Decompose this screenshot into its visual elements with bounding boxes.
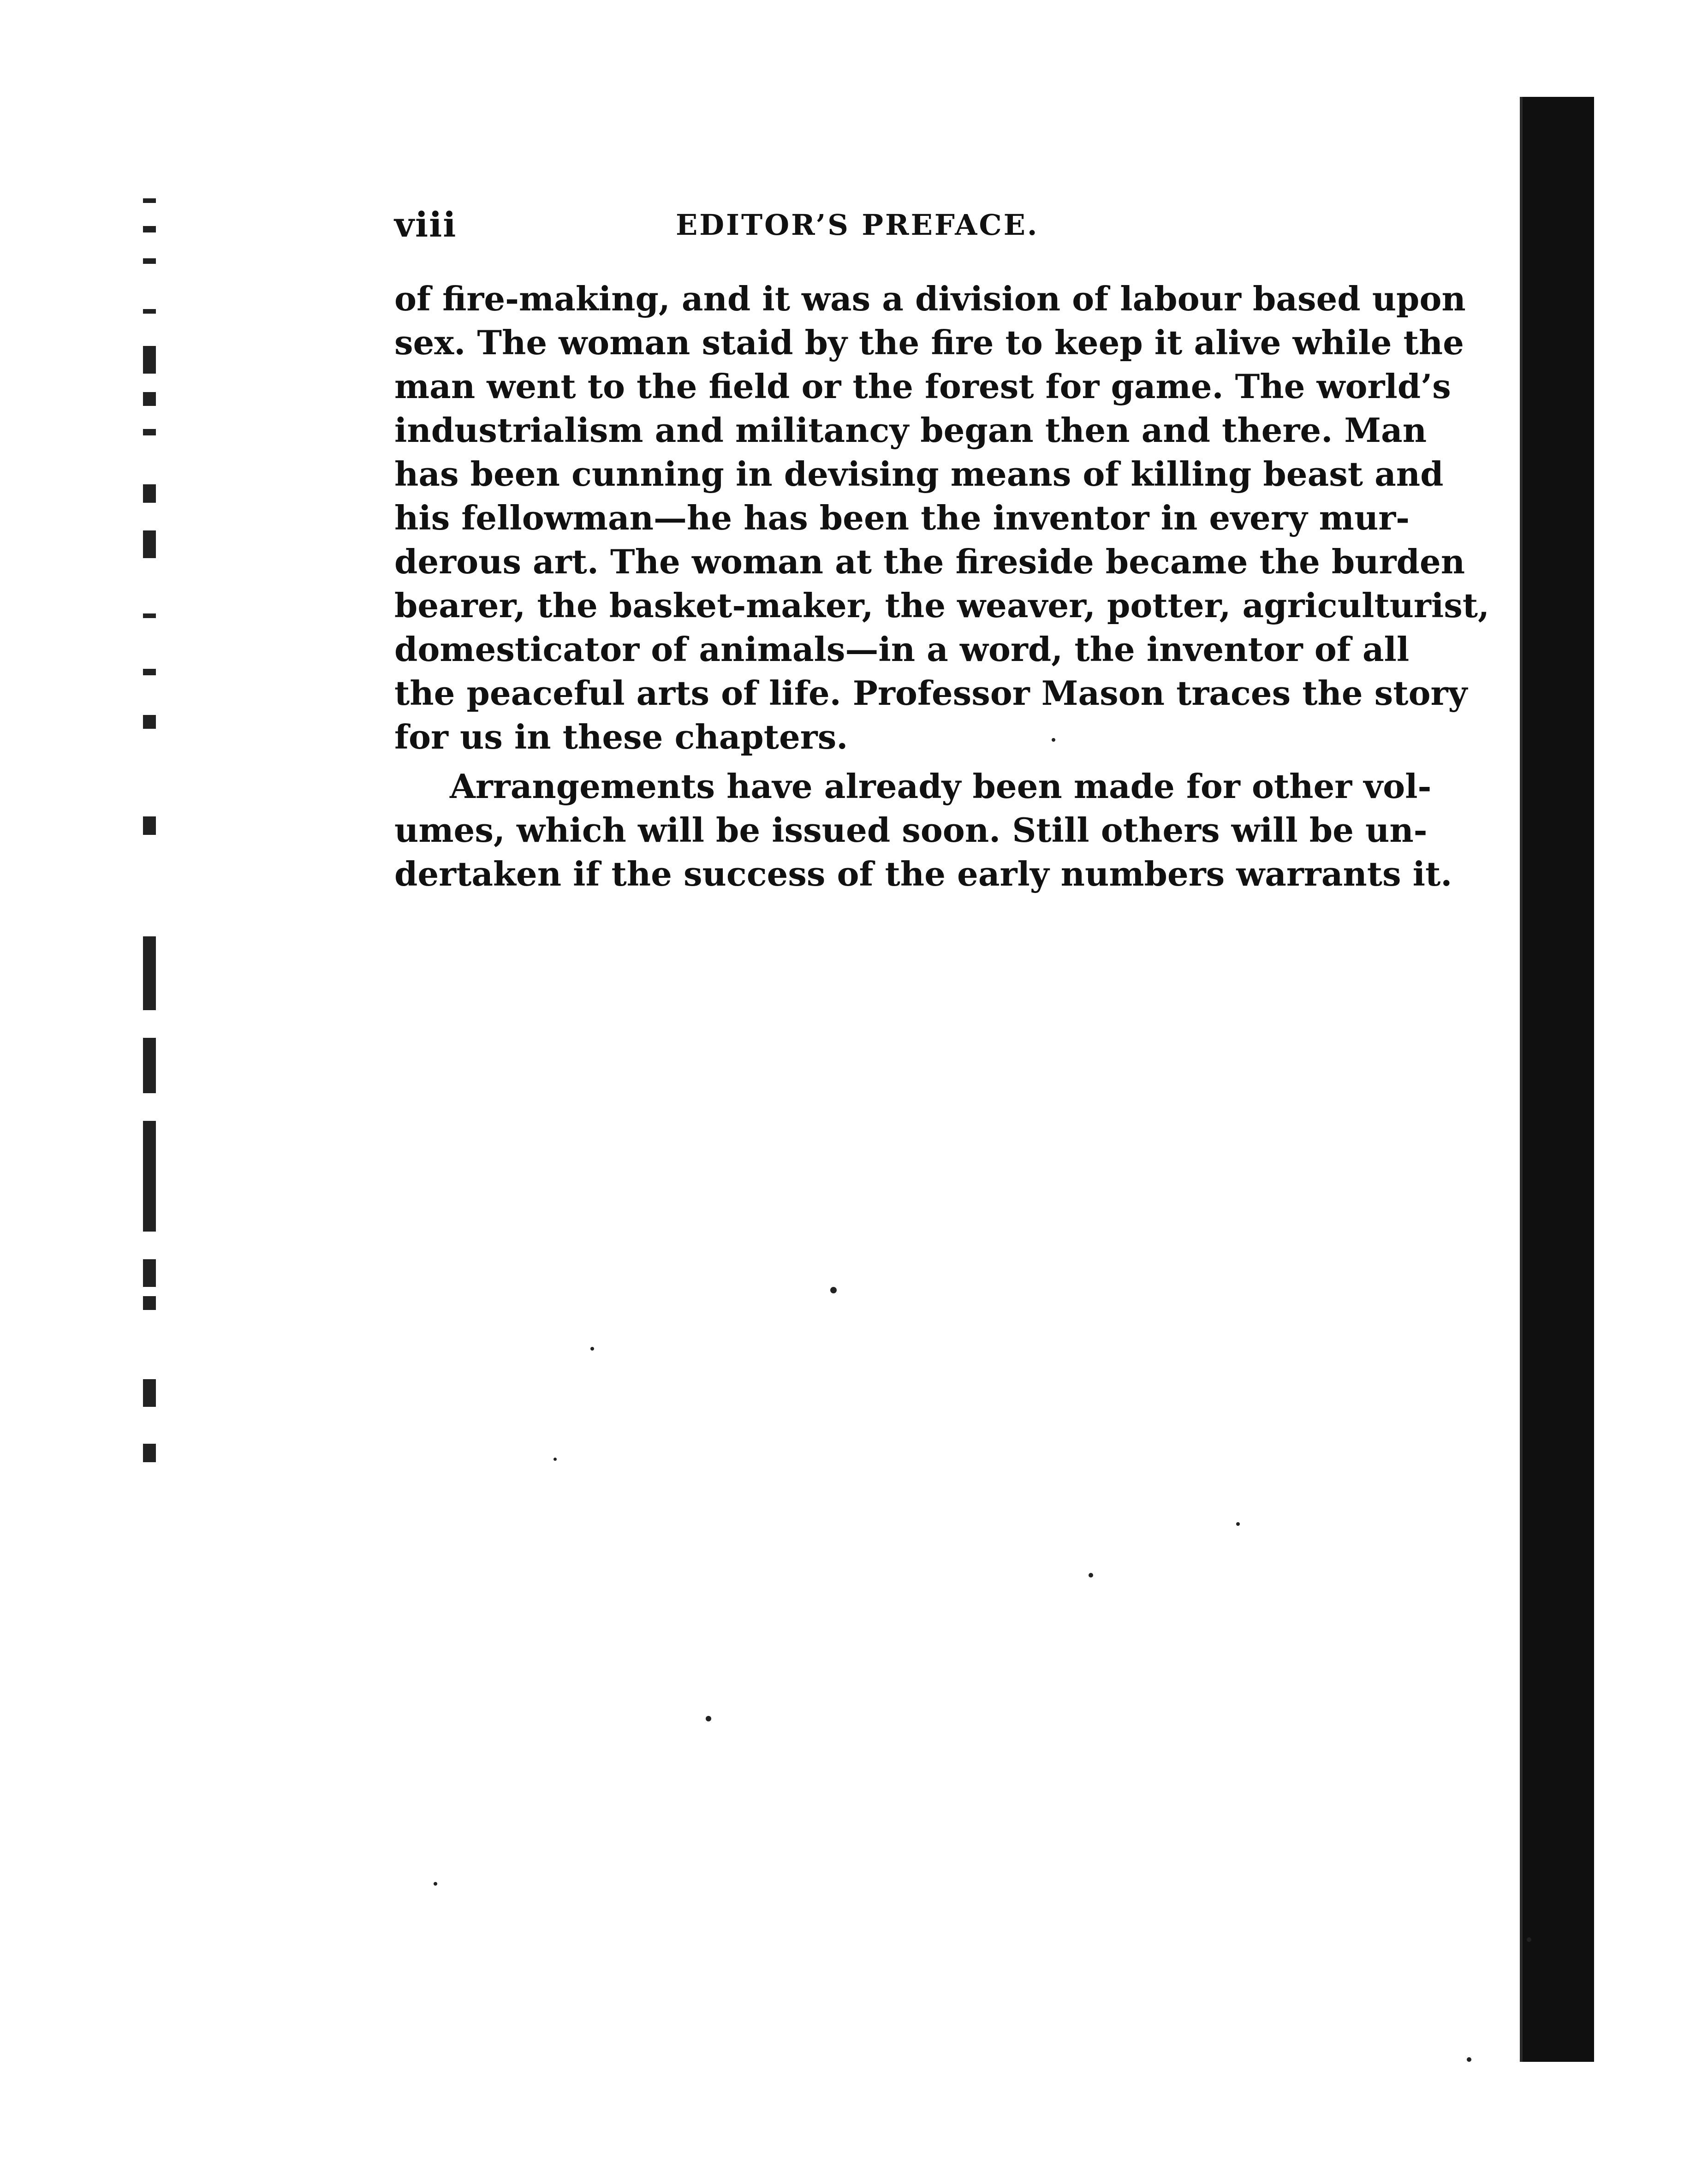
scan-speck (434, 1882, 437, 1886)
running-title: EDITOR’S PREFACE. (676, 208, 1039, 242)
paragraph (394, 764, 1452, 896)
text-line: bearer, the basket-maker, the weaver, potter, agriculturist, (394, 586, 1490, 625)
text-line: of fire-making, and it was a division of labour based upon (394, 279, 1466, 318)
scan-speck (553, 1458, 557, 1461)
scan-speck (590, 1347, 594, 1351)
page-number: viii (394, 205, 457, 245)
scan-speck (1467, 2057, 1471, 2062)
scan-speck (1089, 1573, 1093, 1578)
text-line: has been cunning in devising means of killing beast and (394, 454, 1444, 494)
scan-speck (1236, 1522, 1240, 1526)
scan-speck (1052, 738, 1055, 742)
text-line: the peaceful arts of life. Professor Mason traces the story (394, 673, 1468, 713)
text-line: for us in these chapters. (394, 717, 848, 756)
text-line: man went to the field or the forest for game. The world’s (394, 367, 1451, 406)
text-line: dertaken if the success of the early numbers warrants it. (394, 854, 1452, 893)
text-line: umes, which will be issued soon. Still others will be un- (394, 810, 1428, 850)
text-line: his fellowman—he has been the inventor in every mur- (394, 498, 1410, 537)
scan-speck (1527, 1937, 1531, 1942)
binding-shadow (1520, 97, 1594, 2062)
body-text (394, 277, 1490, 901)
text-line: sex. The woman staid by the fire to keep it alive while the (394, 323, 1464, 362)
scan-speck (830, 1287, 837, 1293)
text-line: derous art. The woman at the fireside became the burden (394, 542, 1465, 581)
scan-speck (706, 1716, 711, 1721)
text-line: industrialism and militancy began then and there. Man (394, 411, 1427, 450)
running-head (394, 205, 1326, 251)
paragraph (394, 277, 1490, 759)
scan-gutter-marks (143, 198, 161, 1559)
text-line: Arrangements have already been made for other vol- (450, 767, 1432, 806)
text-line: domesticator of animals—in a word, the inventor of all (394, 630, 1410, 669)
